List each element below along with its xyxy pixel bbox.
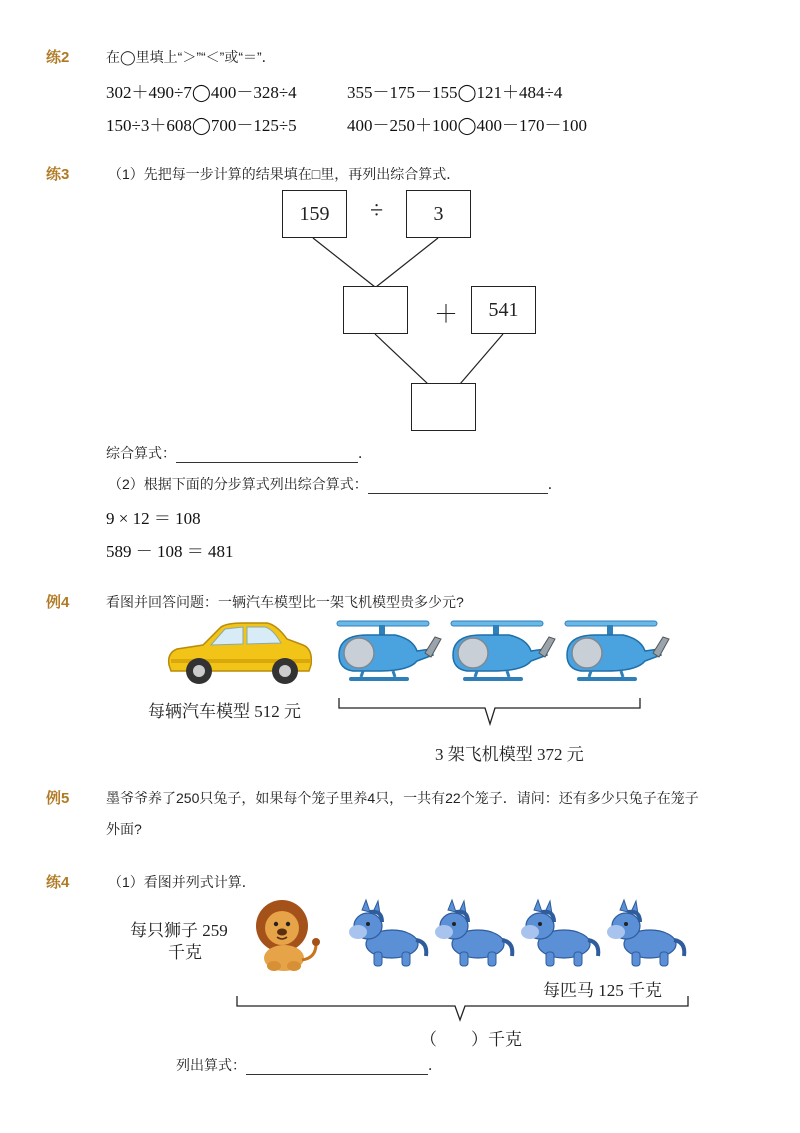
car-caption: 每辆汽车模型 512 元 [148,702,301,721]
step-equation-2: 589 － 108 ＝ 481 [106,542,234,561]
horse-icon [521,900,598,966]
exercise-tag-3: 练3 [46,166,70,183]
ex4-formula-period: ． [428,1057,442,1073]
lion-caption-line1: 每只狮子 259 [130,921,228,940]
car-icon [163,617,315,689]
box-sum-blank[interactable] [411,383,476,431]
plane-caption: 3 架飞机模型 372 元 [435,745,584,764]
combined-formula-row [106,443,372,463]
horse-icon [349,900,426,966]
ex2-row1-right: 355－175－155◯121＋484÷4 [347,83,563,102]
ex3-part2-row [108,474,562,494]
box-divisor: 3 [406,190,471,238]
horse-icon [607,900,684,966]
ex2-instruction: 在◯里填上“＞”“＜”或“＝”． [106,49,276,65]
example-tag-5: 例5 [46,790,70,807]
ex2-row1-left: 302＋490÷7◯400－328÷4 [106,83,297,102]
step-equation-1: 9 × 12 ＝ 108 [106,509,201,528]
ex2-row2-left: 150÷3＋608◯700－125÷5 [106,116,297,135]
plane-brace [335,696,645,736]
combined-formula-period: ． [358,445,372,461]
combined-formula-label: 综合算式： [106,445,176,461]
box-addend: 541 [471,286,536,334]
example-tag-4: 例4 [46,594,70,611]
combined-formula-blank[interactable] [176,448,358,463]
lion-caption-line2: 千克 [168,943,202,962]
helicopters-group [329,615,671,689]
ex4-formula-label: 列出算式： [176,1057,246,1073]
horses-group [348,898,694,970]
horse-caption: 每匹马 125 千克 [543,981,662,1000]
helicopter-icon [565,621,669,681]
lion-icon [250,898,328,972]
ex3-part2: （2）根据下面的分步算式列出综合算式： [108,476,368,492]
eg4-question: 看图并回答问题：一辆汽车模型比一架飞机模型贵多少元? [106,594,464,610]
total-brace [233,994,693,1024]
horse-icon [435,900,512,966]
exercise-tag-4: 练4 [46,874,70,891]
ex4-part1: （1）看图并列式计算． [108,874,256,890]
helicopter-icon [337,621,441,681]
ex4-formula-blank[interactable] [246,1060,428,1075]
plus-operator: ＋ [434,302,458,328]
divide-operator: ÷ [370,198,384,224]
ex4-formula-row [176,1055,442,1075]
box-quotient-blank[interactable] [343,286,408,334]
calc-tree-lines [0,0,800,440]
eg5-line2: 外面? [106,821,142,837]
ex2-row2-right: 400－250＋100◯400－170－100 [347,116,588,135]
total-caption: （ ）千克 [420,1030,522,1049]
helicopter-icon [451,621,555,681]
box-dividend: 159 [282,190,347,238]
part2-formula-blank[interactable] [368,479,548,494]
eg5-line1: 墨爷爷养了250只兔子，如果每个笼子里养4只，一共有22个笼子．请问：还有多少只兔子在笼子 [106,790,699,806]
part2-period: ． [547,476,562,492]
ex3-part1: （1）先把每一步计算的结果填在□里，再列出综合算式． [108,166,461,182]
exercise-tag-2: 练2 [46,49,70,66]
